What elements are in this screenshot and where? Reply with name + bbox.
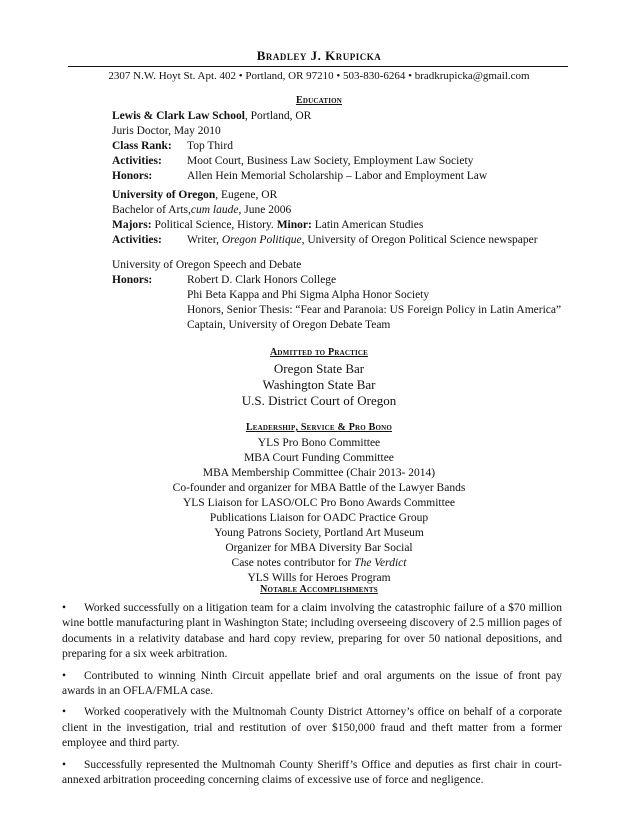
- majors-row: [112, 218, 592, 233]
- lc-activities-row: [112, 154, 592, 169]
- publication-title: Oregon Politique: [221, 234, 302, 246]
- leadership-heading: Leadership, Service & Pro Bono: [245, 422, 393, 433]
- leadership-item: YLS Liaison for LASO/OLC Pro Bono Awards Committee: [182, 497, 456, 509]
- education-heading: Education: [295, 95, 343, 106]
- bullet-icon: •: [62, 669, 67, 682]
- lewis-clark-school: Lewis & Clark Law School: [112, 110, 245, 122]
- leadership-item: Publications Liaison for OADC Practice Group: [209, 512, 429, 524]
- majors-label: Majors:: [112, 219, 152, 231]
- leadership-item: YLS Wills for Heroes Program: [247, 572, 391, 584]
- oregon-school-line: [112, 188, 592, 203]
- lewis-clark-entry: [112, 109, 592, 184]
- accomplishment-item: [62, 758, 562, 789]
- leadership-item: MBA Court Funding Committee: [244, 452, 394, 464]
- lc-honors-label: Honors:: [112, 170, 153, 182]
- accomplishment-text: Contributed to winning Ninth Circuit appellate brief and oral arguments on the issue of front pay awards in an OFLA/FMLA case.: [62, 669, 562, 698]
- accomplishment-text: Worked cooperatively with the Multnomah County District Attorney’s office on behalf of a corporate client in the investigation, trial and restitution of over $150,000 fraud and theft matter from a former employee and third party.: [62, 706, 562, 750]
- oregon-degree-date: , June 2006: [238, 204, 292, 216]
- bullet-icon: •: [62, 758, 67, 771]
- admitted-heading: Admitted to Practice: [269, 347, 369, 358]
- honor-item: Captain, University of Oregon Debate Team: [187, 319, 391, 331]
- contact-line: 2307 N.W. Hoyt St. Apt. 402 • Portland, OR 97210 • 503-830-6264 • bradkrupicka@gmail.com: [108, 70, 530, 82]
- oregon-degree: [112, 203, 592, 218]
- class-rank-value: Top Third: [187, 140, 233, 152]
- activities-desc: , University of Oregon Political Science newspaper: [301, 234, 538, 246]
- uo-honors-label: Honors:: [112, 274, 153, 286]
- minor-label: Minor:: [276, 219, 312, 231]
- admitted-item: U.S. District Court of Oregon: [241, 393, 397, 408]
- admitted-list: [0, 361, 638, 409]
- leadership-list: [0, 436, 638, 586]
- honor-item: Robert D. Clark Honors College: [187, 274, 337, 286]
- verdict-title: The Verdict: [354, 557, 407, 569]
- oregon-entry: [112, 188, 592, 333]
- debate-line: University of Oregon Speech and Debate: [112, 259, 302, 271]
- leadership-item: Organizer for MBA Diversity Bar Social: [225, 542, 413, 554]
- uo-activities-label: Activities:: [112, 234, 162, 246]
- oregon-school: University of Oregon: [112, 189, 216, 201]
- oregon-location: , Eugene, OR: [215, 189, 278, 201]
- minor-value: Latin American Studies: [311, 219, 424, 231]
- oregon-degree-text: Bachelor of Arts,: [112, 204, 191, 216]
- honor-item: Honors, Senior Thesis: “Fear and Paranoia: US Foreign Policy in Latin America”: [187, 304, 562, 316]
- lc-honors-value: Allen Hein Memorial Scholarship – Labor and Employment Law: [187, 170, 488, 182]
- lc-activities-value: Moot Court, Business Law Society, Employment Law Society: [187, 155, 474, 167]
- uo-activities-row: [112, 233, 592, 248]
- accomplishment-item: [62, 601, 562, 663]
- uo-honors-list: [187, 273, 561, 333]
- accomplishments-heading: Notable Accomplishments: [260, 584, 378, 595]
- lc-honors-row: [112, 169, 592, 184]
- admitted-item: Washington State Bar: [262, 377, 376, 392]
- lc-activities-label: Activities:: [112, 155, 162, 167]
- header-rule: [68, 66, 568, 67]
- bullet-icon: •: [62, 706, 67, 719]
- uo-activities-value: [187, 233, 538, 248]
- class-rank-label: Class Rank:: [112, 140, 172, 152]
- candidate-name: Bradley J. Krupicka: [256, 48, 382, 63]
- lewis-clark-location: , Portland, OR: [244, 110, 312, 122]
- cum-laude: cum laude: [190, 204, 239, 216]
- leadership-item: Co-founder and organizer for MBA Battle of the Lawyer Bands: [172, 482, 466, 494]
- uo-honors-row: [112, 273, 592, 333]
- leadership-item: MBA Membership Committee (Chair 2013- 2014): [202, 467, 436, 479]
- class-rank-row: [112, 139, 592, 154]
- accomplishment-item: [62, 705, 562, 751]
- accomplishment-text: Successfully represented the Multnomah County Sheriff’s Office and deputies as first chair in court-annexed arbitration proceeding concerning claims of excessive use of force and negligence.: [62, 758, 562, 787]
- activities-role: Writer,: [187, 234, 222, 246]
- bullet-icon: •: [62, 602, 67, 614]
- leadership-item: YLS Pro Bono Committee: [257, 437, 381, 449]
- accomplishments-list: [62, 601, 562, 794]
- leadership-item: [0, 556, 638, 571]
- accomplishment-item: [62, 669, 562, 700]
- admitted-item: Oregon State Bar: [273, 361, 365, 376]
- honor-item: Phi Beta Kappa and Phi Sigma Alpha Honor Society: [187, 289, 430, 301]
- verdict-pre: Case notes contributor for: [231, 557, 355, 569]
- lewis-clark-school-line: [112, 109, 592, 124]
- lewis-clark-degree: Juris Doctor, May 2010: [112, 125, 221, 137]
- leadership-item: Young Patrons Society, Portland Art Museum: [214, 527, 424, 539]
- majors-value: Political Science, History.: [151, 219, 277, 231]
- accomplishment-text: Worked successfully on a litigation team for a claim involving the catastrophic failure of a $70 million wine bottle manufacturing plant in Washington State; including overseeing discovery of 2.5 million pages of documents in a relativity database and hard copy review, preparing for over 50 national depositions, and preparing for a six week arbitration.: [62, 602, 562, 661]
